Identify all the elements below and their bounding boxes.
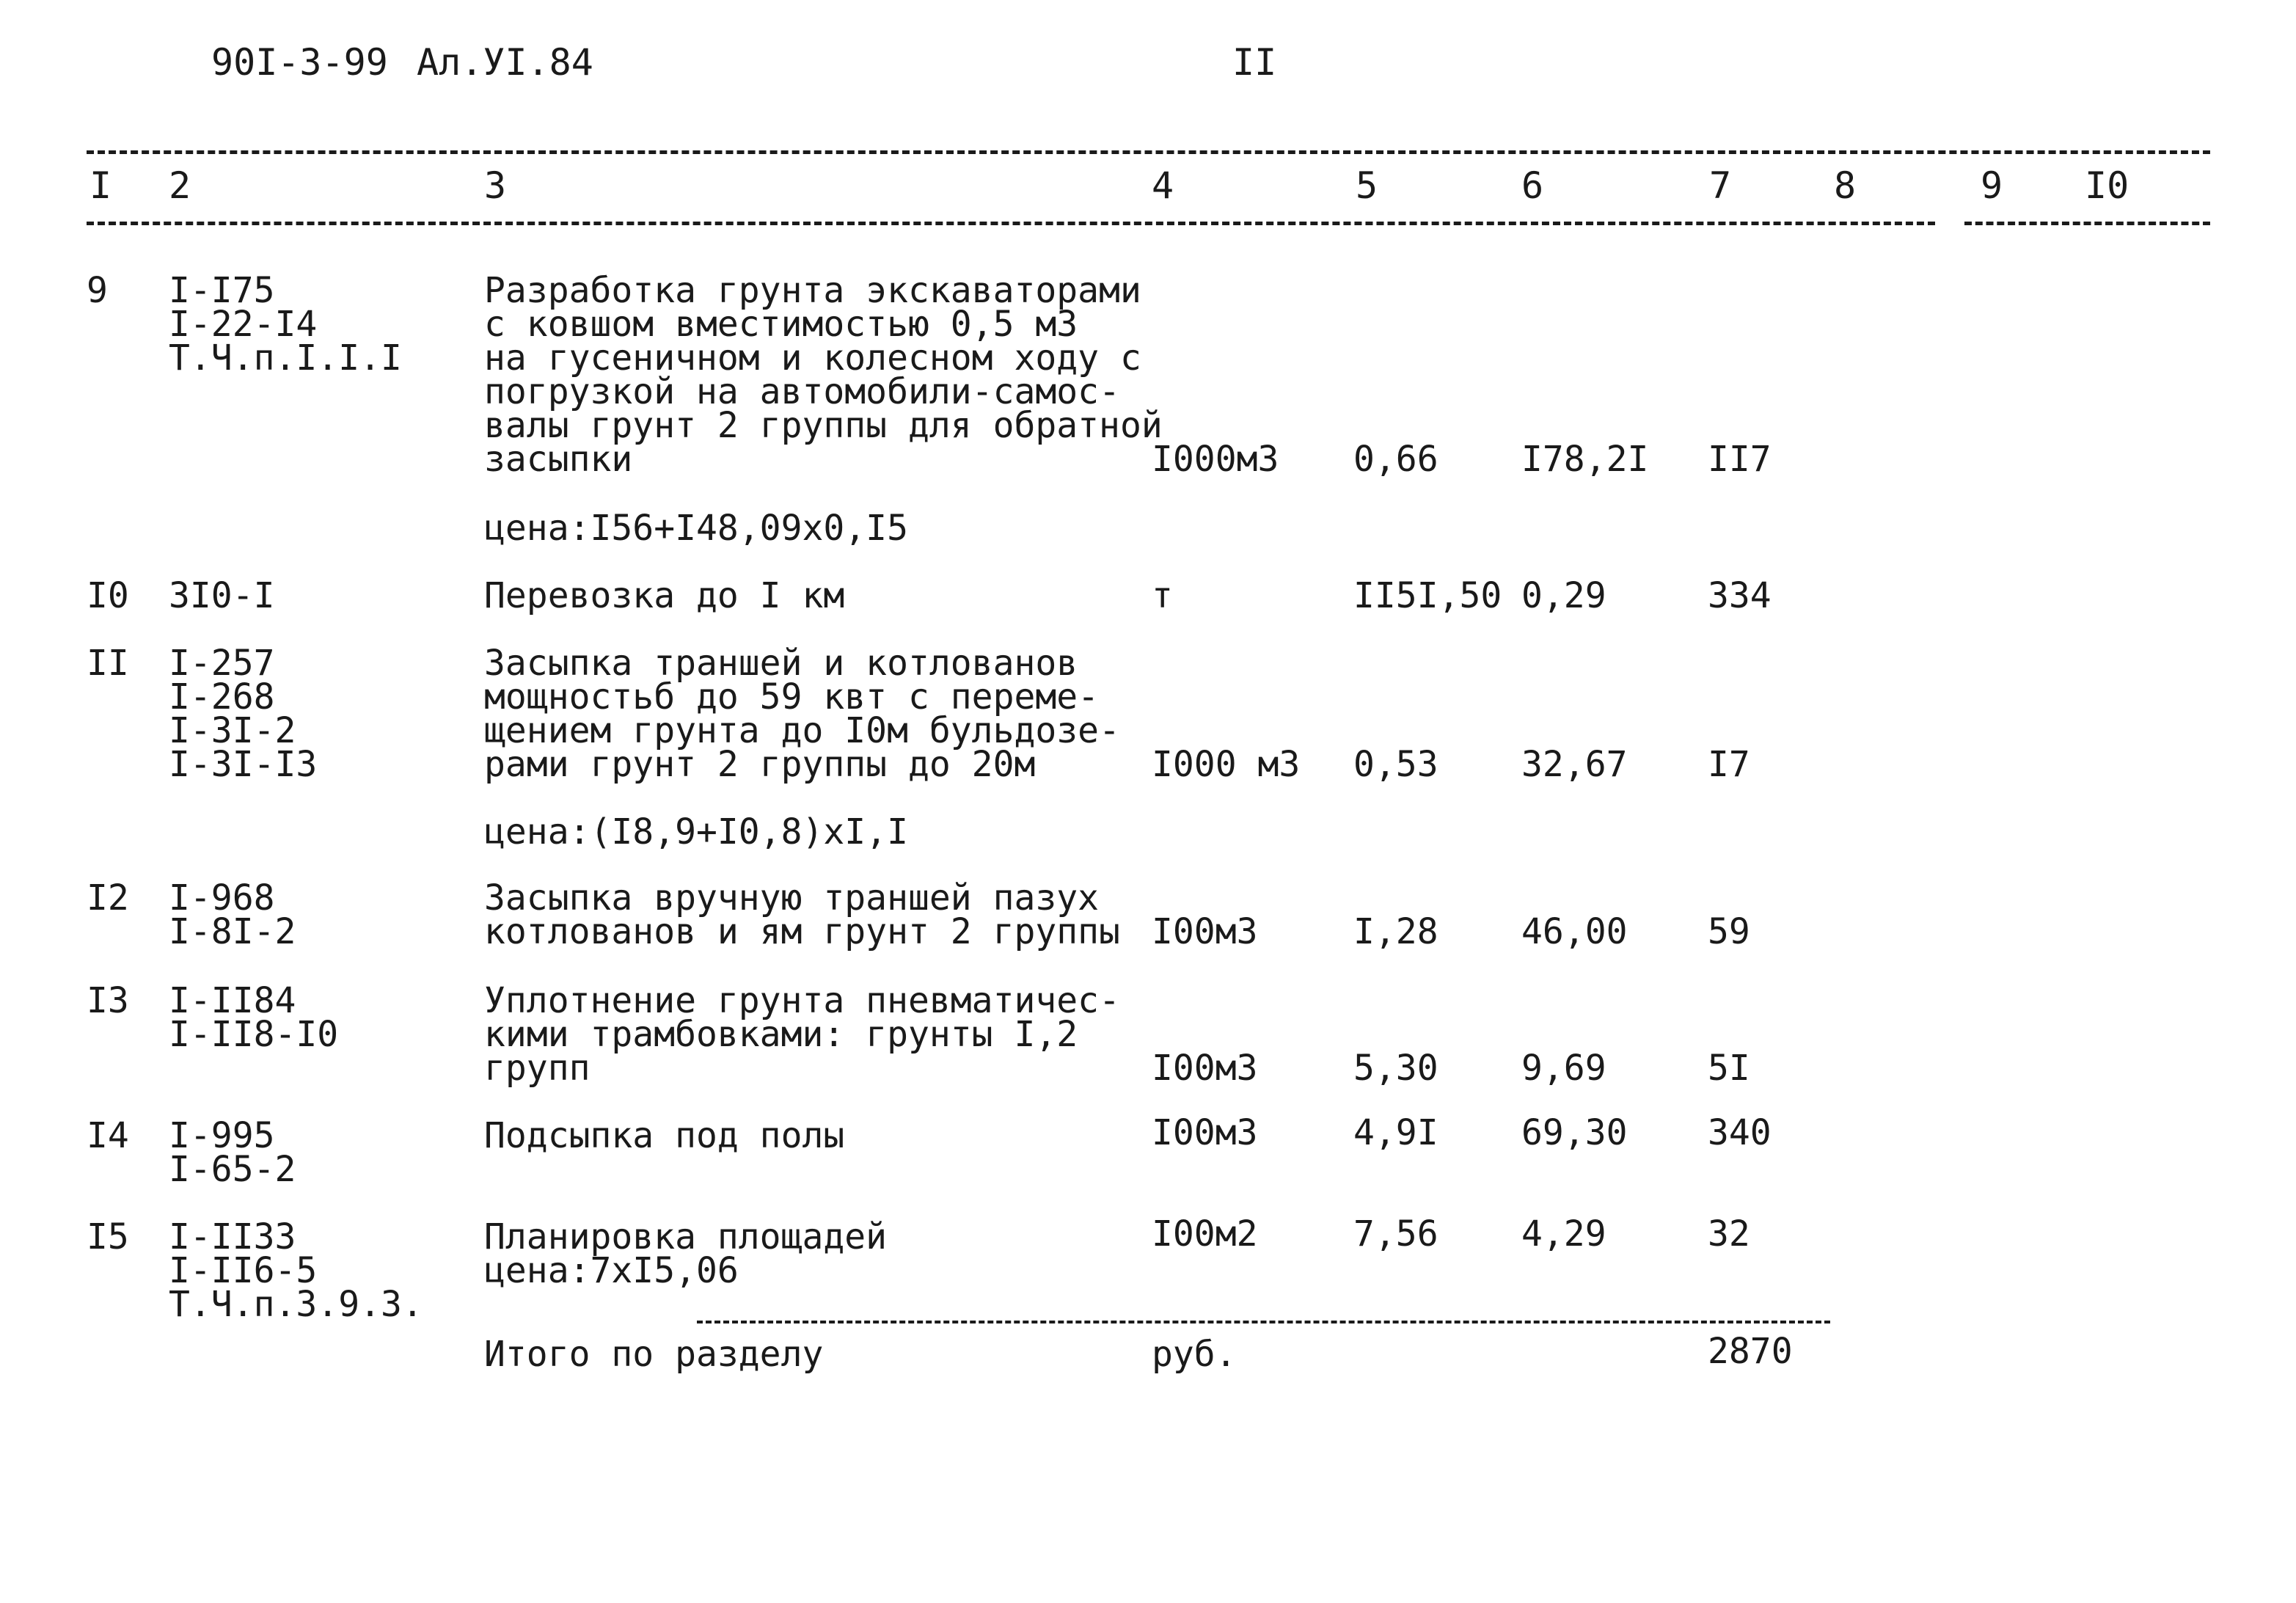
row-code: I-3I-2 [169,710,296,751]
column-number: 8 [1834,164,1857,207]
row-description: щением грунта до I0м бульдозе- [484,710,1120,751]
row-price: I78,2I [1521,439,1649,480]
row-unit: I00м3 [1152,911,1258,952]
column-number: 9 [1981,164,2003,207]
row-code: I-65-2 [169,1149,296,1190]
row-total: 340 [1708,1112,1772,1153]
row-description: цена:7хI5,06 [484,1250,739,1291]
row-number: I4 [87,1115,129,1156]
row-quantity: I,28 [1353,911,1438,952]
summary-total: 2870 [1708,1331,1793,1372]
row-code: I-8I-2 [169,911,296,952]
row-description: котлованов и ям грунт 2 группы [484,911,1120,952]
row-code: I-268 [169,676,275,717]
row-number: I5 [87,1216,129,1257]
row-price: 69,30 [1521,1112,1628,1153]
row-description: Подсыпка под полы [484,1115,845,1156]
row-description: Планировка площадей [484,1216,888,1257]
row-code: I-II84 [169,980,296,1021]
column-number: I [89,164,112,207]
row-number: 9 [87,270,108,311]
header-bottom-rule [87,222,1935,225]
header-bottom-rule-right [1964,222,2210,225]
row-quantity: 0,66 [1353,439,1438,480]
row-number: I0 [87,575,129,616]
album-ref: Ал.УI.84 [417,41,593,84]
row-quantity: 4,9I [1353,1112,1438,1153]
row-price: 9,69 [1521,1048,1606,1089]
row-code: I-968 [169,877,275,919]
row-number: I3 [87,980,129,1021]
row-quantity: 5,30 [1353,1048,1438,1089]
row-description: групп [484,1048,591,1089]
row-code: 3I0-I [169,575,275,616]
row-description: Перевозка до I км [484,575,845,616]
row-quantity: II5I,50 [1353,575,1502,616]
row-code: Т.Ч.п.I.I.I [169,337,402,379]
row-description: кими трамбовками: грунты I,2 [484,1014,1078,1055]
row-description: Засыпка траншей и котлованов [484,643,1078,684]
row-price: 32,67 [1521,744,1628,785]
row-description: погрузкой на автомобили-самос- [484,371,1120,412]
column-number: 6 [1521,164,1544,207]
doc-code: 90I-3-99 [211,41,388,84]
row-number: I2 [87,877,129,919]
row-description: Разработка грунта экскаваторами [484,270,1141,311]
row-description: Уплотнение грунта пневматичес- [484,980,1120,1021]
column-number: I0 [2085,164,2129,207]
row-total: 32 [1708,1213,1750,1255]
row-total: I7 [1708,744,1750,785]
row-code: Т.Ч.п.3.9.3. [169,1284,423,1325]
row-unit: I00м3 [1152,1048,1258,1089]
row-unit: т [1152,575,1173,616]
column-number: 2 [169,164,191,207]
row-quantity: 0,53 [1353,744,1438,785]
row-description: Засыпка вручную траншей пазух [484,877,1100,919]
row-code: I-22-I4 [169,304,318,345]
row-code: I-3I-I3 [169,744,318,785]
row-code: I-II33 [169,1216,296,1257]
summary-label: Итого по разделу [484,1334,824,1375]
row-total: 59 [1708,911,1750,952]
column-number: 7 [1709,164,1732,207]
row-price: 46,00 [1521,911,1628,952]
row-unit: I000 м3 [1152,744,1301,785]
row-description: засыпки [484,439,633,480]
row-total: 5I [1708,1048,1750,1089]
row-description: с ковшом вместимостью 0,5 м3 [484,304,1078,345]
summary-rule [697,1321,1830,1323]
row-total: 334 [1708,575,1772,616]
row-description: на гусеничном и колесном ходу с [484,337,1141,379]
row-total: II7 [1708,439,1772,480]
row-unit: I00м3 [1152,1112,1258,1153]
row-unit: I000м3 [1152,439,1279,480]
row-code: I-257 [169,643,275,684]
row-price-note: цена:I56+I48,09х0,I5 [484,508,908,549]
row-price: 4,29 [1521,1213,1606,1255]
row-description: рами грунт 2 группы до 20м [484,744,1036,785]
row-code: I-I75 [169,270,275,311]
row-description: валы грунт 2 группы для обратной [484,405,1163,446]
row-quantity: 7,56 [1353,1213,1438,1255]
page-number: II [1232,41,1277,84]
header-top-rule [87,150,2210,154]
row-price-note: цена:(I8,9+I0,8)хI,I [484,811,908,852]
column-number: 4 [1152,164,1174,207]
column-number: 3 [484,164,507,207]
row-unit: I00м2 [1152,1213,1258,1255]
summary-unit: руб. [1152,1334,1237,1375]
row-price: 0,29 [1521,575,1606,616]
row-code: I-995 [169,1115,275,1156]
row-number: II [87,643,129,684]
row-description: мощностьб до 59 квт с переме- [484,676,1100,717]
row-code: I-II8-I0 [169,1014,339,1055]
row-code: I-II6-5 [169,1250,318,1291]
column-number: 5 [1356,164,1378,207]
